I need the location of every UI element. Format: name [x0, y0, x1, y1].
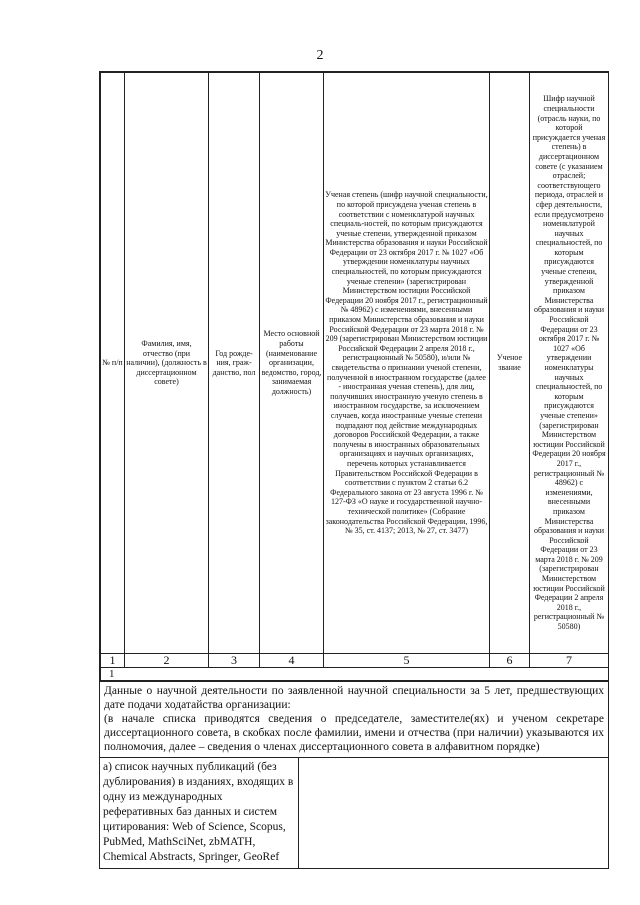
- col-number-6: 6: [490, 654, 530, 668]
- section-note: (в начале списка приводятся сведения о председателе, заместителе(ях) и ученом секретаре диссертационного совета, в скобках после фамилии, имени и отчества (при наличии) указываются их полномочия, далее – сведения о членах диссертационного совета в алфавитном порядке): [104, 713, 604, 753]
- publications-row: [100, 757, 608, 868]
- col-number-5: 5: [324, 654, 490, 668]
- col-number-7: 7: [530, 654, 609, 668]
- col-header-workplace: Место основной работы (наименование организации, ведомство, город, занимаемая должность): [260, 73, 324, 654]
- col-header-title: Ученое звание: [490, 73, 530, 654]
- col-header-number: № п/п: [101, 73, 125, 654]
- col-header-degree: Ученая степень (шифр научной специальности, по которой присуждена ученая степень в соответствии с номенклатурой научных специаль-ностей, по которым присуждаются ученые степени, утвержденной приказом Министерства образования и науки Российской Федерации от 23 октября 2017 г. № 1027 «Об утверждении номенклатуры научных специальностей, по которым присуждаются ученые степени» (зарегистрирован Министерством юстиции Российской Федерации 20 ноября 2017 г., регистрационный № 48962) с изменениями, внесенными приказом Министерства образования и науки Российской Федерации от 23 марта 2018 г. № 209 (зарегистрирован Министерством юстиции Российской Федерации 2 апреля 2018 г., регистрационный № 50580), и/или № свидетельства о признании ученой степени, полученной в иностранном государстве (далее - иностранная ученая степень), для лиц, получивших иностранную ученую степень в иностранном государстве, за исключением случаев, когда иностранные ученые степени подпадают под действие международных договоров Российской Федерации, а также получены в иностранных образовательных организациях и научных организациях, перечень которых устанавливается Правительством Российской Федерации в соответствии с пунктом 2 статьи 6.2 Федерального закона от 23 августа 1996 г. № 127-ФЗ «О науке и государственной научно-технической политике» (Собрание законодательства Российской Федерации, 1996, № 35, ст. 4137; 2013, № 27, ст. 3477): [324, 73, 490, 654]
- col-number-3: 3: [209, 654, 260, 668]
- col-header-name: Фамилия, имя, отчество (при наличии), (должность в диссертационном совете): [125, 73, 209, 654]
- members-table: [99, 71, 609, 869]
- section-block: [100, 681, 608, 757]
- header-table: [100, 72, 609, 681]
- col-header-birth: Год рожде-ния, граж-данство, пол: [209, 73, 260, 654]
- page-number: 2: [316, 48, 324, 63]
- col-header-specialty: Шифр научной специальности (отрасль науки, по которой присуждается ученая степень) в диссертационном совете (с указанием отраслей; соответствующего периода, отраслей и сфер деятельности, если предусмотрено номенклатурой научных специальностей, по которым присуждаются ученые степени, утвержденной приказом Министерства образования и науки Российской Федерации от 23 октября 2017 г. № 1027 «Об утверждении номенклатуры научных специальностей, по которым присуждаются ученые степени» (зарегистрирован Министерством юстиции Российской Федерации 20 ноября 2017 г., регистрационный № 48962) с изменениями, внесенными приказом Министерства образования и науки Российской Федерации от 23 марта 2018 г. № 209 (зарегистрирован Министерством юстиции Российской Федерации 2 апреля 2018 г., регистрационный № 50580): [530, 73, 609, 654]
- col-number-4: 4: [260, 654, 324, 668]
- row-number-1: 1: [101, 668, 609, 681]
- publications-value: [299, 758, 608, 868]
- col-number-1: 1: [101, 654, 125, 668]
- section-title: Данные о научной деятельности по заявленной научной специальности за 5 лет, предшествующих дате подачи ходатайства организации:: [104, 685, 604, 711]
- col-number-2: 2: [125, 654, 209, 668]
- publications-label: а) список научных публикаций (без дублирования) в изданиях, входящих в одну из международных реферативных баз данных и систем цитирования: Web of Science, Scopus, PubMed, MathSciNet, zbMATH, Chemical Abstracts, Springer, GeoRef: [100, 758, 299, 868]
